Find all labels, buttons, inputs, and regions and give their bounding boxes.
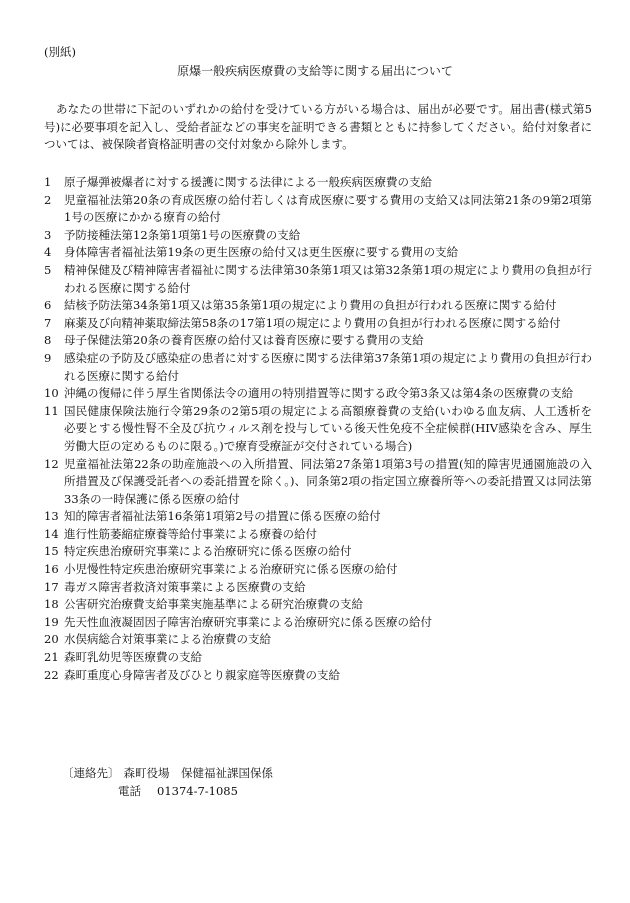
list-item: [44, 262, 592, 297]
list-item-text: 森町重度心身障害者及びひとり親家庭等医療費の支給: [64, 667, 340, 682]
list-item-number: 19: [44, 614, 59, 629]
list-item: [44, 596, 592, 614]
list-item-number: 1: [44, 175, 52, 189]
list-item: [44, 614, 592, 632]
list-item: [44, 526, 592, 544]
list-item-text: 児童福祉法第22条の助産施設への入所措置、同法第27条第1項第3号の措置(知的障害児通園施設の入所措置及び保護受託者への委託措置を除く。)、同条第2項の指定国立療養所等への委託措置又は同法第33条の一時保護に係る医療の給付: [64, 456, 592, 506]
list-item-text: 毒ガス障害者救済対策事業による医療費の支給: [64, 579, 306, 594]
list-item: [44, 315, 592, 333]
list-item-number: 3: [44, 227, 52, 242]
list-item: [44, 192, 592, 227]
list-item-number: 7: [44, 315, 52, 330]
list-item: [44, 508, 592, 526]
list-item-number: 18: [44, 597, 59, 612]
list-item-number: 13: [44, 509, 59, 524]
list-item-text: 精神保健及び精神障害者福祉に関する法律第30条第1項又は第32条第1項の規定により費用の負担が行われる医療に関する給付: [64, 262, 592, 295]
list-item-number: 2: [44, 192, 52, 207]
list-item-text: 身体障害者福祉法第19条の更生医療の給付又は更生医療に要する費用の支給: [64, 245, 459, 260]
list-item-text: 公害研究治療費支給事業実施基準による研究治療費の支給: [64, 597, 363, 612]
list-item-text: 麻薬及び向精神薬取締法第58条の17第1項の規定により費用の負担が行われる医療に関する給付: [64, 315, 561, 330]
contact-phone-row: [62, 783, 562, 801]
contact-office-row: [62, 765, 562, 783]
list-item-number: 10: [44, 386, 59, 401]
page-title: 原爆一般疾病医療費の支給等に関する届出について: [177, 64, 453, 78]
list-item-number: 12: [44, 456, 59, 471]
list-item: [44, 350, 592, 385]
list-item: [44, 649, 592, 667]
list-item-text: 原子爆弾被爆者に対する援護に関する法律による一般疾病医療費の支給: [64, 175, 432, 189]
list-item-number: 17: [44, 579, 59, 594]
list-item-text: 結核予防法第34条第1項又は第35条第1項の規定により費用の負担が行われる医療に関する給付: [64, 298, 557, 313]
phone-label: 電話: [118, 783, 141, 798]
list-item: [44, 332, 592, 350]
list-item-text: 進行性筋萎縮症療養等給付事業による療養の給付: [64, 526, 317, 541]
annex-label: (別紙): [44, 45, 76, 59]
list-item-text: 知的障害者福祉法第16条第1項第2号の措置に係る医療の給付: [64, 509, 381, 524]
list-item-number: 20: [44, 632, 59, 647]
list-item: [44, 561, 592, 579]
list-item-text: 先天性血液凝固因子障害治療研究事業による治療研究に係る医療の給付: [64, 614, 432, 629]
list-item: [44, 297, 592, 315]
list-item-text: 予防接種法第12条第1項第1号の医療費の支給: [64, 227, 301, 242]
list-item-text: 母子保健法第20条の養育医療の給付又は養育医療に要する費用の支給: [64, 333, 424, 348]
list-item: [44, 385, 592, 403]
list-item: [44, 631, 592, 649]
list-item: [44, 403, 592, 456]
list-item: [44, 227, 592, 245]
list-item-number: 4: [44, 245, 52, 260]
list-item-text: 小児慢性特定疾患治療研究事業による治療研究に係る医療の給付: [64, 562, 398, 577]
list-item-number: 15: [44, 544, 59, 559]
list-item-text: 水俣病総合対策事業による治療費の支給: [64, 632, 271, 647]
list-item-number: 5: [44, 262, 52, 277]
list-item: [44, 543, 592, 561]
intro-paragraph: あなたの世帯に下記のいずれかの給付を受けている方がいる場合は、届出が必要です。届出書(様式第5号)に必要事項を記入し、受給者証などの事実を証明できる書類とともに持参してください。給付対象者については、被保険者資格証明書の交付対象から除外します。: [44, 102, 592, 152]
benefit-list: [44, 174, 592, 684]
list-item-text: 児童福祉法第20条の育成医療の給付若しくは育成医療に要する費用の支給又は同法第21条の9第2項第1号の医療にかかる療育の給付: [64, 192, 592, 225]
list-item: [44, 579, 592, 597]
contact-block: [62, 765, 562, 800]
list-item-number: 21: [44, 650, 59, 665]
list-item-text: 特定疾患治療研究事業による治療研究に係る医療の給付: [64, 544, 352, 559]
list-item-number: 14: [44, 526, 59, 541]
list-item-number: 16: [44, 562, 59, 577]
phone-number: 01374-7-1085: [157, 783, 238, 798]
list-item: [44, 174, 592, 192]
list-item-number: 6: [44, 298, 52, 313]
list-item-number: 9: [44, 350, 52, 365]
list-item-number: 8: [44, 333, 52, 348]
contact-label: 〔連絡先〕: [62, 766, 120, 780]
list-item-number: 11: [44, 403, 59, 418]
list-item: [44, 667, 592, 685]
list-item-text: 国民健康保険法施行令第29条の2第5項の規定による高額療養費の支給(いわゆる血友病、人工透析を必要とする慢性腎不全及び抗ウィルス剤を投与している後天性免疫不全症候群(HIV感染を含み、厚生労働大臣の定めるものに限る。)で療育受療証が交付されている場合): [64, 403, 592, 453]
list-item: [44, 244, 592, 262]
list-item: [44, 456, 592, 509]
list-item-text: 感染症の予防及び感染症の患者に対する医療に関する法律第37条第1項の規定により費用の負担が行われる医療に関する給付: [64, 350, 592, 383]
list-item-text: 沖縄の復帰に伴う厚生省関係法令の適用の特別措置等に関する政令第3条又は第4条の医療費の支給: [64, 386, 574, 401]
contact-office: 森町役場 保健福祉課国保係: [123, 766, 273, 780]
list-item-text: 森町乳幼児等医療費の支給: [64, 650, 202, 665]
list-item-number: 22: [44, 667, 59, 682]
